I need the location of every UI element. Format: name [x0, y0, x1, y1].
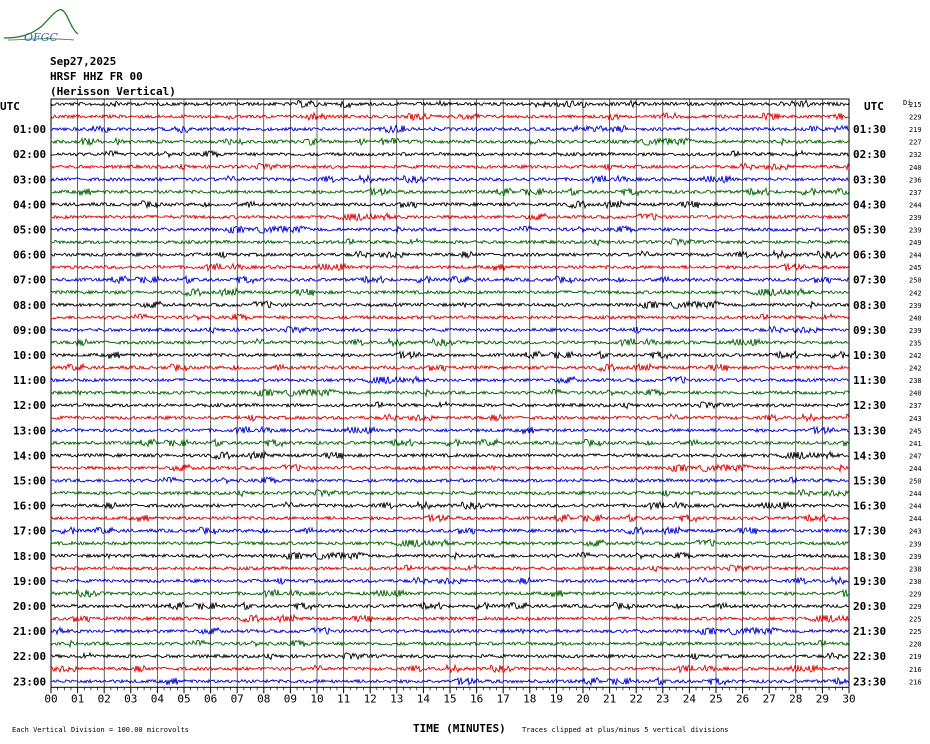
trace-offset-label: 230 [909, 577, 922, 586]
trace-offset-label: 239 [909, 552, 922, 561]
x-tick-label: 10 [310, 692, 324, 706]
x-tick-label: 07 [230, 692, 244, 706]
right-hour-label: 16:30 [853, 499, 887, 513]
x-tick-label: 06 [203, 692, 218, 706]
x-tick-label: 13 [390, 692, 404, 706]
trace-offset-label: 247 [909, 452, 922, 461]
trace-offset-label: 229 [909, 603, 922, 611]
trace-offset-label: 245 [909, 427, 922, 436]
trace-offset-label: 229 [909, 113, 922, 122]
left-hour-label: 06:00 [13, 248, 47, 262]
right-hour-label: 11:30 [853, 374, 887, 388]
right-hour-label: 18:30 [853, 549, 887, 563]
trace-offset-label: 249 [909, 239, 922, 248]
trace-offset-label: 239 [909, 326, 922, 335]
x-tick-label: 11 [336, 692, 351, 706]
x-tick-label: 12 [363, 692, 377, 706]
left-hour-label: 11:00 [13, 374, 47, 388]
right-utc-label: UTC [864, 100, 884, 113]
trace-offset-label: 238 [909, 565, 922, 574]
x-tick-label: 09 [283, 692, 298, 706]
left-hour-label: 16:00 [13, 499, 47, 513]
station-label: HRSF HHZ FR 00 [50, 70, 143, 83]
x-tick-label: 21 [602, 692, 617, 706]
trace-offset-label: 240 [909, 314, 922, 323]
left-hour-label: 17:00 [13, 524, 47, 538]
x-tick-label: 15 [443, 692, 457, 706]
trace-offset-label: 244 [909, 502, 922, 511]
x-tick-label: 19 [549, 692, 564, 706]
corner-label: Di [903, 99, 912, 107]
right-hour-label: 02:30 [853, 148, 887, 162]
logo-text: OFGC [24, 31, 58, 44]
trace-offset-label: 237 [909, 188, 922, 197]
x-tick-label: 16 [469, 692, 484, 706]
trace-offset-label: 225 [909, 628, 922, 637]
right-hour-label: 08:30 [853, 298, 887, 312]
left-hour-label: 20:00 [13, 600, 47, 613]
left-hour-label: 12:00 [13, 399, 47, 413]
trace-offset-label: 225 [909, 615, 922, 624]
trace-offset-label: 239 [909, 301, 922, 310]
right-hour-label: 03:30 [853, 173, 887, 187]
trace-offset-label: 244 [909, 201, 922, 210]
trace-offset-label: 250 [909, 477, 922, 486]
trace-offset-label: 244 [909, 490, 922, 499]
x-tick-label: 22 [629, 692, 643, 706]
trace-offset-label: 227 [909, 138, 922, 147]
right-hour-label: 21:30 [853, 625, 887, 639]
trace-offset-label: 216 [909, 665, 922, 674]
left-hour-label: 21:00 [13, 625, 47, 639]
left-hour-label: 14:00 [13, 449, 47, 463]
trace-offset-label: 243 [909, 414, 922, 423]
trace-offset-label: 239 [909, 213, 922, 222]
right-hour-label: 17:30 [853, 524, 887, 538]
left-hour-label: 15:00 [13, 474, 47, 488]
right-hour-label: 05:30 [853, 223, 887, 237]
trace-offset-label: 216 [909, 678, 922, 687]
trace-offset-label: 240 [909, 389, 922, 398]
x-tick-label: 01 [70, 692, 85, 706]
trace-offset-label: 229 [909, 590, 922, 599]
trace-offset-label: 242 [909, 289, 922, 298]
trace-offset-label: 244 [909, 251, 922, 260]
trace-offset-label: 219 [909, 126, 922, 135]
clip-note: Traces clipped at plus/minus 5 vertical divisions [522, 726, 729, 734]
x-tick-label: 08 [257, 692, 271, 706]
x-tick-label: 05 [177, 692, 191, 706]
right-hour-label: 12:30 [853, 399, 887, 413]
left-hour-label: 18:00 [13, 549, 47, 563]
left-hour-label: 07:00 [13, 273, 47, 287]
right-hour-label: 14:30 [853, 449, 887, 463]
left-hour-label: 13:00 [13, 424, 47, 438]
left-hour-label: 04:00 [13, 198, 47, 212]
right-hour-label: 19:30 [853, 574, 887, 588]
trace-offset-label: 239 [909, 226, 922, 235]
left-hour-label: 08:00 [13, 298, 47, 312]
right-hour-label: 13:30 [853, 424, 887, 438]
right-hour-label: 09:30 [853, 323, 887, 337]
right-hour-label: 07:30 [853, 273, 887, 287]
x-tick-label: 28 [789, 692, 803, 706]
right-hour-label: 20:30 [853, 600, 887, 613]
scale-note: Each Vertical Division = 100.00 microvolts [12, 726, 190, 734]
x-tick-label: 17 [496, 692, 510, 706]
trace-offset-label: 240 [909, 163, 922, 172]
x-tick-label: 02 [97, 692, 111, 706]
left-utc-label: UTC [0, 100, 20, 113]
trace-offset-label: 244 [909, 515, 922, 524]
x-tick-label: 20 [576, 692, 590, 706]
x-tick-label: 04 [150, 692, 165, 706]
trace-offset-label: 243 [909, 527, 922, 536]
x-tick-label: 26 [735, 692, 750, 706]
trace-offset-label: 215 [909, 101, 922, 109]
x-axis-label: TIME (MINUTES) [413, 722, 506, 735]
left-hour-label: 03:00 [13, 173, 47, 187]
location-label: (Herisson Vertical) [50, 85, 176, 98]
x-tick-label: 25 [709, 692, 723, 706]
right-hour-label: 01:30 [853, 123, 887, 137]
right-hour-label: 23:30 [853, 675, 887, 689]
trace-offset-label: 220 [909, 640, 922, 649]
x-tick-label: 14 [416, 692, 431, 706]
trace-offset-label: 242 [909, 364, 922, 373]
trace-offset-label: 219 [909, 653, 922, 662]
trace-offset-label: 239 [909, 540, 922, 549]
x-tick-label: 23 [656, 692, 670, 706]
left-hour-label: 19:00 [13, 574, 47, 588]
trace-offset-label: 242 [909, 352, 922, 360]
left-hour-label: 22:00 [13, 650, 47, 664]
x-tick-label: 03 [124, 692, 138, 706]
x-tick-label: 00 [44, 692, 58, 706]
x-tick-label: 18 [523, 692, 537, 706]
trace-offset-label: 232 [909, 151, 922, 160]
date-label: Sep27,2025 [50, 55, 117, 68]
left-hour-label: 02:00 [13, 148, 47, 162]
right-hour-label: 10:30 [853, 349, 887, 362]
right-hour-label: 22:30 [853, 650, 887, 664]
left-hour-label: 01:00 [13, 123, 47, 137]
trace-offset-label: 235 [909, 339, 922, 348]
x-tick-label: 24 [682, 692, 697, 706]
right-hour-label: 04:30 [853, 198, 887, 212]
trace-offset-label: 241 [909, 439, 922, 448]
trace-offset-label: 250 [909, 276, 922, 285]
x-tick-label: 29 [815, 692, 830, 706]
trace-offset-label: 237 [909, 402, 922, 411]
x-tick-label: 27 [762, 692, 776, 706]
trace-offset-label: 244 [909, 464, 922, 473]
trace-offset-label: 238 [909, 377, 922, 386]
x-tick-label: 30 [842, 692, 856, 706]
left-hour-label: 05:00 [13, 223, 47, 237]
left-hour-label: 23:00 [13, 675, 47, 689]
right-hour-label: 06:30 [853, 248, 887, 262]
left-hour-label: 10:00 [13, 349, 47, 362]
right-hour-label: 15:30 [853, 474, 887, 488]
trace-offset-label: 236 [909, 176, 922, 185]
trace-offset-label: 245 [909, 264, 922, 273]
left-hour-label: 09:00 [13, 323, 47, 337]
